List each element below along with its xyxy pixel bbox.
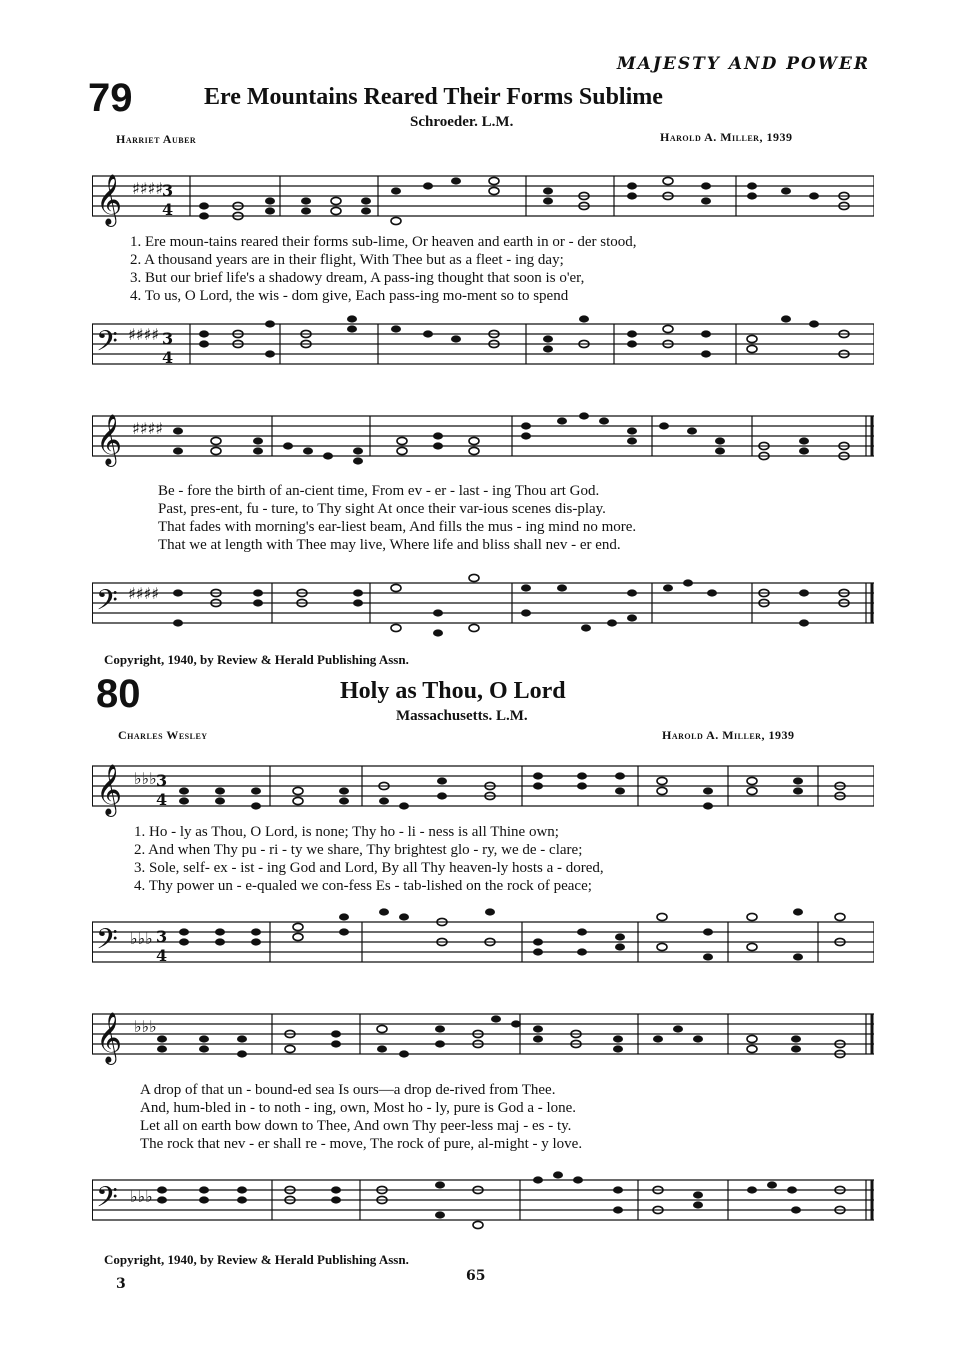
- hymn-79-s2-verse-2: Past, pres-ent, fu - ture, to Thy sight At once their var-ious scenes dis-play.: [158, 501, 606, 517]
- svg-text:𝄞: 𝄞: [96, 1012, 123, 1063]
- section-heading: MAJESTY AND POWER: [616, 54, 870, 74]
- hymn-80-tune: Massachusetts. L.M.: [396, 708, 528, 724]
- hymn-80-title: Holy as Thou, O Lord: [340, 678, 566, 704]
- hymn-79-bass-staff-1: [92, 310, 874, 380]
- svg-text:3: 3: [156, 771, 168, 790]
- svg-text:♯♯♯♯: ♯♯♯♯: [128, 584, 159, 603]
- hymn-80-copyright: Copyright, 1940, by Review & Herald Publishing Assn.: [104, 1252, 409, 1267]
- svg-text:𝄢: 𝄢: [96, 1181, 118, 1221]
- hymn-79-music-credit: Harold A. Miller, 1939: [660, 130, 793, 144]
- hymn-79-title: Ere Mountains Reared Their Forms Sublime: [204, 84, 663, 110]
- hymn-79-number: 79: [88, 76, 133, 120]
- svg-text:♯♯♯♯: ♯♯♯♯: [132, 419, 163, 438]
- hymn-80-s2-verse-1: A drop of that un - bound-ed sea Is ours—a drop de-rived from Thee.: [140, 1082, 556, 1098]
- hymn-79-words-credit: Harriet Auber: [116, 132, 197, 146]
- hymn-80-s1-verse-3: 3. Sole, self- ex - ist - ing God and Lord, By all Thy heaven-ly hosts a - dored,: [134, 860, 604, 876]
- svg-text:4: 4: [162, 200, 174, 219]
- svg-text:𝄢: 𝄢: [96, 584, 118, 624]
- svg-text:4: 4: [162, 348, 174, 367]
- hymn-79-treble-staff-1: [92, 160, 874, 240]
- svg-text:𝄢: 𝄢: [96, 325, 118, 365]
- svg-text:𝄞: 𝄞: [96, 764, 123, 815]
- svg-text:4: 4: [156, 790, 168, 809]
- signature-mark: 3: [116, 1276, 126, 1292]
- hymn-80-number: 80: [96, 672, 141, 716]
- svg-text:4: 4: [156, 946, 168, 965]
- hymn-80-s1-verse-2: 2. And when Thy pu - ri - ty we share, Thy brightest glo - ry, we de - clare;: [134, 842, 583, 858]
- svg-text:𝄞: 𝄞: [96, 174, 123, 225]
- hymn-80-bass-staff-1: [92, 900, 874, 980]
- svg-text:♭♭♭: ♭♭♭: [130, 1187, 153, 1206]
- hymn-79-copyright: Copyright, 1940, by Review & Herald Publishing Assn.: [104, 652, 409, 667]
- svg-text:♭♭♭: ♭♭♭: [134, 769, 157, 788]
- hymn-79-s2-verse-4: That we at length with Thee may live, Where life and bliss shall nev - er end.: [158, 537, 621, 553]
- hymn-80-words-credit: Charles Wesley: [118, 728, 208, 742]
- svg-text:♭♭♭: ♭♭♭: [134, 1017, 157, 1036]
- hymn-80-s2-verse-4: The rock that nev - er shall re - move, The rock of pure, al-might - y love.: [140, 1136, 583, 1152]
- svg-text:♯♯♯♯: ♯♯♯♯: [132, 179, 163, 198]
- svg-text:3: 3: [156, 927, 168, 946]
- svg-text:𝄞: 𝄞: [96, 414, 123, 465]
- hymn-80-s2-verse-2: And, hum-bled in - to noth - ing, own, Most ho - ly, pure is God a - lone.: [140, 1100, 577, 1116]
- hymn-79-s2-verse-1: Be - fore the birth of an-cient time, From ev - er - last - ing Thou art God.: [158, 483, 600, 499]
- hymn-79-tune: Schroeder. L.M.: [410, 114, 514, 130]
- hymn-79-s1-verse-4: 4. To us, O Lord, the wis - dom give, Each pass-ing mo-ment so to spend: [130, 288, 569, 304]
- hymn-79-s1-verse-2: 2. A thousand years are in their flight, With Thee but as a fleet - ing day;: [130, 252, 564, 268]
- hymn-79-s1-verse-3: 3. But our brief life's a shadowy dream, A pass-ing thought that soon is o'er,: [130, 270, 585, 286]
- svg-text:♯♯♯♯: ♯♯♯♯: [128, 325, 159, 344]
- hymn-79-treble-staff-2: [92, 400, 874, 480]
- hymn-80-s2-verse-3: Let all on earth bow down to Thee, And own Thy peer-less maj - es - ty.: [140, 1118, 572, 1134]
- hymn-80-bass-staff-2: [92, 1160, 874, 1240]
- svg-text:3: 3: [162, 181, 174, 200]
- hymn-80-treble-staff-1: [92, 750, 874, 830]
- hymn-79-s1-verse-1: 1. Ere moun-tains reared their forms sub-lime, Or heaven and earth in or - der stood,: [130, 234, 637, 250]
- hymn-80-treble-staff-2: [92, 998, 874, 1078]
- svg-text:3: 3: [162, 329, 174, 348]
- hymn-80-s1-verse-1: 1. Ho - ly as Thou, O Lord, is none; Thy ho - li - ness is all Thine own;: [134, 824, 559, 840]
- svg-text:𝄢: 𝄢: [96, 923, 118, 963]
- svg-text:♭♭♭: ♭♭♭: [130, 929, 153, 948]
- hymn-79-bass-staff-2: [92, 565, 874, 645]
- hymn-80-music-credit: Harold A. Miller, 1939: [662, 728, 795, 742]
- hymn-80-s1-verse-4: 4. Thy power un - e-qualed we con-fess Es - tab-lished on the rock of peace;: [134, 878, 592, 894]
- hymn-79-s2-verse-3: That fades with morning's ear-liest beam, And fills the mus - ing mind no more.: [158, 519, 637, 535]
- page-number: 65: [466, 1268, 486, 1284]
